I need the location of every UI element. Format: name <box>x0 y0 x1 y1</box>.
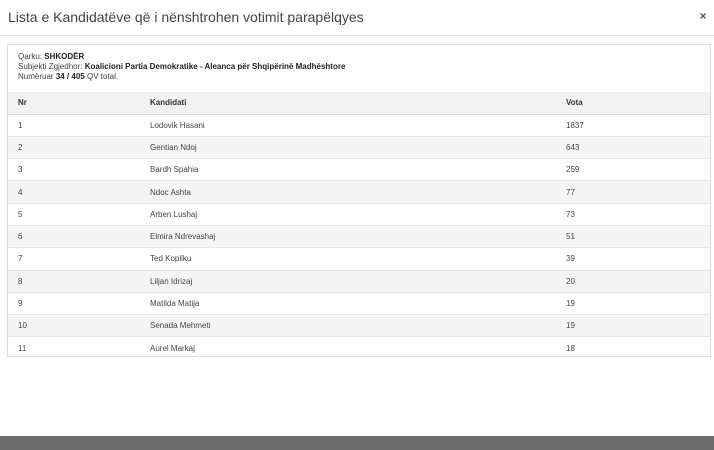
cell-vota: 20 <box>566 270 710 292</box>
table-row <box>8 225 710 247</box>
cell-vota: 18 <box>566 343 575 353</box>
qarku-value: SHKODËR <box>44 52 85 61</box>
cell-nr: 8 <box>8 270 150 292</box>
cell-nr: 10 <box>8 315 150 337</box>
cell-vota: 77 <box>566 181 710 203</box>
table-row <box>8 292 710 314</box>
table-row <box>8 248 710 270</box>
cell-kandidati: Ted Kopliku <box>150 248 566 270</box>
results-panel <box>7 44 711 357</box>
cell-vota: 19 <box>566 315 710 337</box>
numeruar-line <box>18 72 710 82</box>
table-row <box>8 181 710 203</box>
cell-nr: 6 <box>8 225 150 247</box>
cell-vota: 39 <box>566 248 710 270</box>
table-row <box>8 136 710 158</box>
cell-vota: 643 <box>566 136 710 158</box>
modal-title: Lista e Kandidatëve që i nënshtrohen votimit parapëlqyes <box>8 9 364 25</box>
cell-nr: 11 <box>18 343 27 353</box>
cell-kandidati: Ndoc Ashta <box>150 181 566 203</box>
cell-vota: 19 <box>566 292 710 314</box>
cell-kandidati: Arben Lushaj <box>150 203 566 225</box>
qarku-line <box>18 52 710 62</box>
cell-kandidati: Aurel Markaj <box>150 343 195 353</box>
cell-vota: 259 <box>566 159 710 181</box>
cell-nr: 5 <box>8 203 150 225</box>
subjekti-label: Subjekti Zgjedhor: <box>18 62 83 71</box>
cell-nr: 3 <box>8 159 150 181</box>
qarku-label: Qarku: <box>18 52 43 61</box>
numeruar-suffix: QV total. <box>86 72 119 81</box>
modal-header <box>0 0 714 36</box>
cell-kandidati: Elmira Ndrevashaj <box>150 225 566 247</box>
cell-kandidati: Senada Mehmeti <box>150 315 566 337</box>
numeruar-label: Numëruar <box>18 72 54 81</box>
info-block <box>8 45 710 82</box>
cell-nr: 1 <box>8 114 150 136</box>
cell-nr: 2 <box>8 136 150 158</box>
close-icon[interactable]: × <box>699 9 707 23</box>
cell-kandidati: Matilda Matija <box>150 292 566 314</box>
subjekti-line <box>18 62 710 72</box>
numeruar-value: 34 / 405 <box>55 72 85 81</box>
cell-vota: 73 <box>566 203 710 225</box>
table-row <box>8 159 710 181</box>
table-row <box>8 270 710 292</box>
table-row <box>8 114 710 136</box>
cell-vota: 1837 <box>566 114 710 136</box>
header-kandidati: Kandidati <box>150 92 566 114</box>
cell-kandidati: Gentian Ndoj <box>150 136 566 158</box>
table-header-row <box>8 92 710 114</box>
table-row <box>8 337 710 359</box>
header-nr: Nr <box>8 92 150 114</box>
table-row <box>8 203 710 225</box>
cell-kandidati: Bardh Spahia <box>150 159 566 181</box>
cell-kandidati: Lodovik Hasani <box>150 114 566 136</box>
table-row <box>8 315 710 337</box>
candidates-table <box>8 92 710 359</box>
cell-nr: 7 <box>8 248 150 270</box>
cell-vota: 51 <box>566 225 710 247</box>
cell-nr: 9 <box>8 292 150 314</box>
header-vota: Vota <box>566 92 710 114</box>
cell-kandidati: Liljan Idrizaj <box>150 270 566 292</box>
cell-nr: 4 <box>8 181 150 203</box>
bottom-bar <box>0 436 714 450</box>
subjekti-value: Koalicioni Partia Demokratike - Aleanca për Shqipërinë Madhështore <box>84 62 346 71</box>
